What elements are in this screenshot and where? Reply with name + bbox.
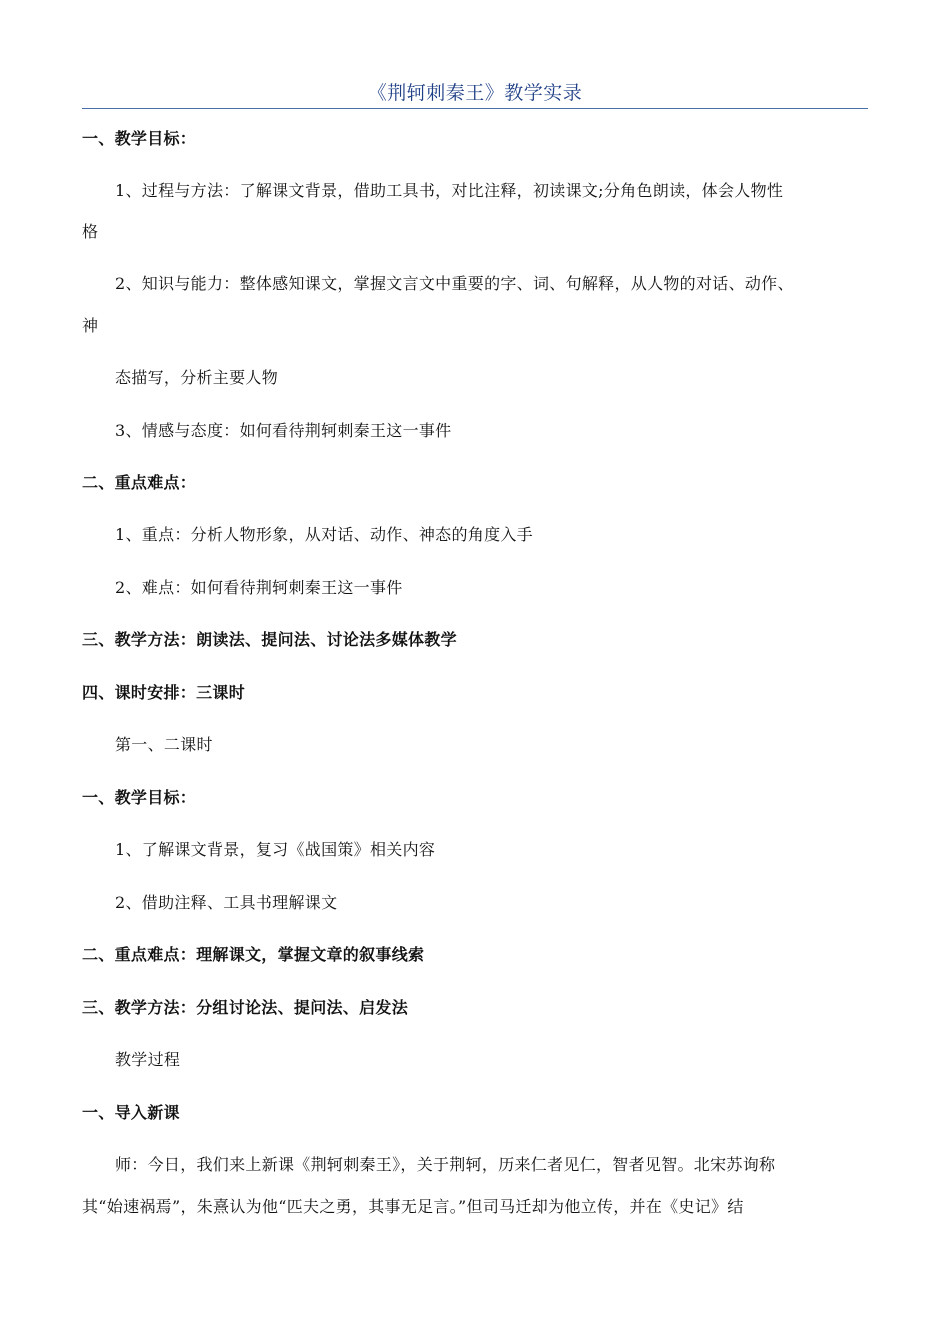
paragraph-line: 第一、二课时	[115, 735, 213, 754]
heading-objectives: 一、教学目标：	[82, 129, 197, 148]
heading-objectives-2: 一、教学目标：	[82, 788, 197, 807]
paragraph-line: 师：今日，我们来上新课《荆轲刺秦王》，关于荆轲，历来仁者见仁，智者见智。北宋苏询称	[115, 1155, 776, 1174]
paragraph-line: 3、情感与态度：如何看待荆轲刺秦王这一事件	[115, 421, 452, 440]
paragraph-line: 态描写，分析主要人物	[115, 368, 279, 387]
paragraph-line: 2、借助注释、工具书理解课文	[115, 893, 338, 912]
paragraph-line: 1、了解课文背景，复习《战国策》相关内容	[115, 840, 436, 859]
document-title: 《荆轲刺秦王》教学实录	[367, 82, 583, 104]
heading-methods: 三、教学方法：朗读法、提问法、讨论法多媒体教学	[82, 630, 457, 649]
paragraph-line: 神	[82, 316, 99, 335]
title-underline	[82, 108, 868, 109]
paragraph-line: 其“始速祸焉”，朱熹认为他“匹夫之勇，其事无足言。”但司马迁却为他立传，并在《史记》结	[82, 1197, 744, 1216]
heading-key-points-2: 二、重点难点：理解课文，掌握文章的叙事线索	[82, 945, 425, 964]
paragraph-line: 2、难点：如何看待荆轲刺秦王这一事件	[115, 578, 403, 597]
paragraph-line: 教学过程	[115, 1050, 181, 1069]
heading-methods-2: 三、教学方法：分组讨论法、提问法、启发法	[82, 998, 409, 1017]
heading-key-points: 二、重点难点：	[82, 473, 197, 492]
heading-introduction: 一、导入新课	[82, 1103, 180, 1122]
paragraph-line: 2、知识与能力：整体感知课文，掌握文言文中重要的字、词、句解释，从人物的对话、动作、	[115, 274, 794, 293]
paragraph-line: 1、过程与方法：了解课文背景，借助工具书，对比注释，初读课文;分角色朗读，体会人物性	[115, 181, 784, 200]
heading-schedule: 四、课时安排：三课时	[82, 683, 246, 702]
paragraph-line: 1、重点：分析人物形象，从对话、动作、神态的角度入手	[115, 525, 533, 544]
paragraph-line: 格	[82, 222, 99, 241]
